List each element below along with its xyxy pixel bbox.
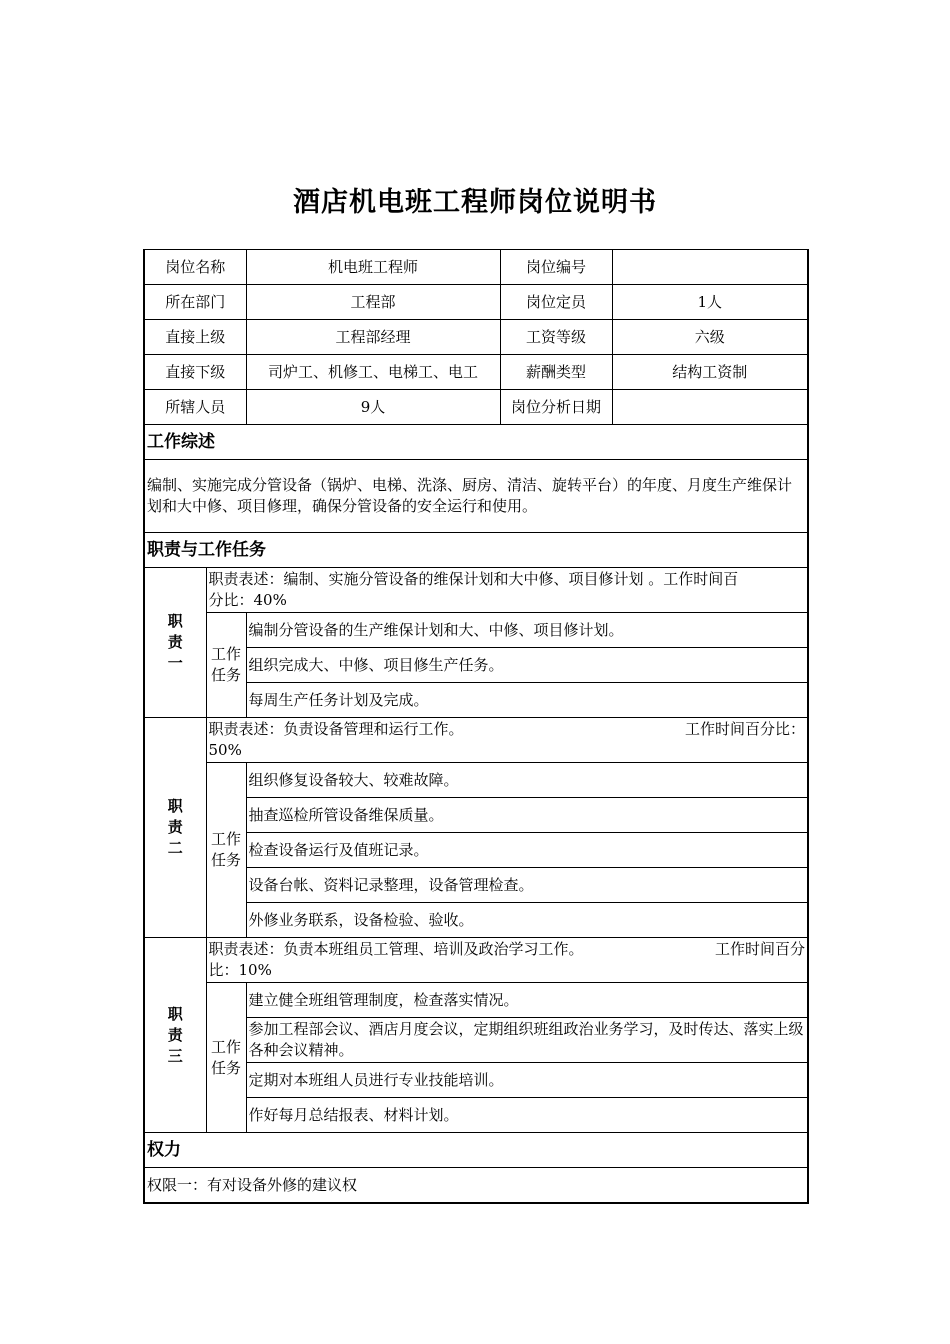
task-label-text: 工作任务 <box>210 1037 241 1077</box>
duty-desc-line: 职责表述：负责设备管理和运行工作。 <box>208 720 464 738</box>
section-heading: 职责与工作任务 <box>144 533 808 568</box>
task-item: 参加工程部会议、酒店月度会议，定期组织班组政治业务学习，及时传达、落实上级各种会议精神。 <box>246 1018 808 1063</box>
duty-description <box>206 938 808 983</box>
duty-desc-line: 比：10% <box>208 961 272 979</box>
duty-label <box>144 718 206 938</box>
duty-label <box>144 938 206 1133</box>
task-label <box>206 613 246 718</box>
duty-desc-line: 分比：40% <box>208 591 287 609</box>
task-item: 组织完成大、中修、项目修生产任务。 <box>246 648 808 683</box>
info-row <box>144 320 808 355</box>
duty-desc-row <box>144 568 808 613</box>
task-item: 建立健全班组管理制度，检查落实情况。 <box>246 983 808 1018</box>
task-label-text: 工作任务 <box>210 830 241 869</box>
info-label: 岗位名称 <box>144 250 246 285</box>
duty-desc-line: 职责表述：负责本班组员工管理、培训及政治学习工作。 <box>208 940 584 958</box>
duty-description <box>206 568 808 613</box>
page-title: 酒店机电班工程师岗位说明书 <box>293 187 657 218</box>
info-label: 薪酬类型 <box>500 355 612 390</box>
task-row <box>144 613 808 648</box>
task-item: 外修业务联系，设备检验、验收。 <box>246 903 808 938</box>
task-label <box>206 983 246 1133</box>
info-label: 所在部门 <box>144 285 246 320</box>
info-value: 机电班工程师 <box>246 250 500 285</box>
duty-desc-line: 职责表述：编制、实施分管设备的维保计划和大中修、项目修计划 。工作时间百 <box>208 570 739 588</box>
info-value: 司炉工、机修工、电梯工、电工 <box>246 355 500 390</box>
duty-desc-row <box>144 718 808 763</box>
duty-desc-pct: 工作时间百分 <box>715 940 806 958</box>
task-item: 每周生产任务计划及完成。 <box>246 683 808 718</box>
section-header-power <box>144 1133 808 1168</box>
info-row <box>144 250 808 285</box>
info-value: 结构工资制 <box>612 355 808 390</box>
info-value: 1人 <box>612 285 808 320</box>
info-label: 直接上级 <box>144 320 246 355</box>
duty-label-text: 职责三 <box>167 1004 183 1065</box>
task-item: 设备台帐、资料记录整理，设备管理检查。 <box>246 868 808 903</box>
info-value: 工程部经理 <box>246 320 500 355</box>
section-heading: 权力 <box>144 1133 808 1168</box>
duty-label-text: 职责二 <box>167 797 183 857</box>
power-row <box>144 1168 808 1204</box>
task-item: 编制分管设备的生产维保计划和大、中修、项目修计划。 <box>246 613 808 648</box>
job-description-table <box>143 249 809 1204</box>
info-row <box>144 285 808 320</box>
info-label: 所辖人员 <box>144 390 246 425</box>
info-value: 六级 <box>612 320 808 355</box>
task-item: 作好每月总结报表、材料计划。 <box>246 1098 808 1133</box>
info-value: 9人 <box>246 390 500 425</box>
duty-desc-line: 50% <box>208 741 242 759</box>
duty-label-text: 职责一 <box>167 612 183 672</box>
info-label: 岗位分析日期 <box>500 390 612 425</box>
task-row <box>144 763 808 798</box>
info-label: 岗位编号 <box>500 250 612 285</box>
duty-desc-row <box>144 938 808 983</box>
task-item: 检查设备运行及值班记录。 <box>246 833 808 868</box>
power-text: 权限一：有对设备外修的建议权 <box>144 1168 808 1204</box>
info-row <box>144 390 808 425</box>
task-item: 抽查巡检所管设备维保质量。 <box>246 798 808 833</box>
task-item: 定期对本班组人员进行专业技能培训。 <box>246 1063 808 1098</box>
section-header-duties <box>144 533 808 568</box>
info-row <box>144 355 808 390</box>
section-header-summary <box>144 425 808 460</box>
info-label: 直接下级 <box>144 355 246 390</box>
task-label-text: 工作任务 <box>210 645 241 684</box>
info-label: 工资等级 <box>500 320 612 355</box>
info-value: 工程部 <box>246 285 500 320</box>
duty-desc-pct: 工作时间百分比： <box>685 720 806 738</box>
summary-text: 编制、实施完成分管设备（锅炉、电梯、洗涤、厨房、清洁、旋转平台）的年度、月度生产维保计划和大中修、项目修理，确保分管设备的安全运行和使用。 <box>144 460 808 533</box>
duty-label <box>144 568 206 718</box>
info-label: 岗位定员 <box>500 285 612 320</box>
section-heading: 工作综述 <box>144 425 808 460</box>
info-value <box>612 390 808 425</box>
summary-row <box>144 460 808 533</box>
info-value <box>612 250 808 285</box>
task-row <box>144 983 808 1018</box>
duty-description <box>206 718 808 763</box>
task-item: 组织修复设备较大、较难故障。 <box>246 763 808 798</box>
task-label <box>206 763 246 938</box>
